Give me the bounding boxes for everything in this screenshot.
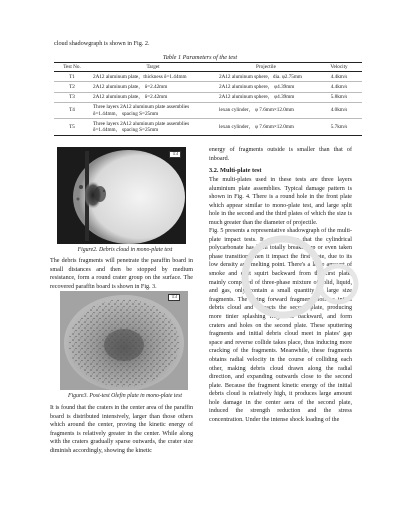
header-projectile: Projectile bbox=[216, 63, 316, 72]
figure2-caption: Figure2. Debris cloud in mono-plate test bbox=[77, 247, 173, 253]
table-caption: Table 1 Parameters of the test bbox=[162, 54, 238, 61]
right-paragraph-0: energy of fragments outside is smaller than that of inboard. bbox=[209, 147, 352, 162]
table-row bbox=[54, 82, 362, 92]
plate-photo-image bbox=[60, 291, 188, 390]
cell-test-no: T1 bbox=[54, 72, 90, 82]
cell-projectile: 2A12 aluminum sphere， φ4.39mm bbox=[216, 82, 316, 92]
cell-velocity: 4.4km/s bbox=[316, 82, 362, 92]
figure2-label: T3 bbox=[169, 151, 181, 158]
table-row bbox=[54, 119, 362, 135]
debris-cloud-shadowgraph bbox=[57, 147, 186, 244]
post-test-olefin-plate-photo bbox=[60, 291, 188, 390]
left-paragraph-1: The debris fragments will penetrate the paraffin board in small distances and then be stopped by medium resistance, form a round crater group on the surface. The recovered paraffin board is shown in Fig. 3. bbox=[50, 258, 193, 290]
cell-velocity: 5.7km/s bbox=[316, 119, 362, 135]
table-row bbox=[54, 72, 362, 82]
header-target: Target bbox=[90, 63, 216, 72]
section-heading: 3.2. Multi-plate test bbox=[209, 167, 262, 174]
cell-velocity: 4.4km/s bbox=[316, 72, 362, 82]
left-paragraph-2: It is found that the craters in the center area of the paraffin board is distributed intensively, larger than those others which around the center, proving the kinetic energy of fragments is relatively greater in the center. While along with the craters gradually sparse outwards, the crater size diminish accordingly, showing the kinetic bbox=[50, 405, 193, 454]
table-row bbox=[54, 102, 362, 118]
cell-velocity: 5.8km/s bbox=[316, 92, 362, 102]
cell-target: 2A12 aluminum plate， δ=2.42mm bbox=[90, 92, 216, 102]
shadowgraph-image bbox=[57, 147, 186, 244]
lead-text: cloud shadowgraph is shown in Fig. 2. bbox=[54, 40, 150, 47]
table-row bbox=[54, 92, 362, 102]
right-paragraph-2: Fig. 5 presents a representative shadowgraph of the multi-plate impact tests. It can be seen that the cylindrical polycarbonate has been totally breaked up or even taken phase transition when it impact the first plate, due to its low density and melting point. There's a large amount of smoke and dust squirt backward from the first plate, mainly composed of three-phase mixture of solid, liquid, and gas, only contain a small quantity of large size fragments. The flying forward fragments form a initial debris cloud and impacts the second plate, producing more tinier splashing fragments backward, and form craters and holes on the second plate. These sputtering fragments and initial debris cloud meet in plates' gap space and reverse collide takes place, thus inducing more cracking of the fragments. Meanwhile, these fragments obtains radial velocity in the course of colliding each other, making debris cloud drawn along the radial direction, and expanding outwards close to the second plate. Because the fragment kinetic energy of the initial debris cloud is relatively high, it produces large amount hole damage in the center aera of the second plate, induced the strength reduction and the stress concentration. Under the intense shock loading of the bbox=[209, 228, 352, 424]
cell-projectile: 2A12 aluminum sphere，dia. φ2.75mm bbox=[216, 72, 316, 82]
cell-target: Three layers 2A12 aluminum plate assemblies δ=1.44mm， spacing S=25mm bbox=[90, 119, 216, 135]
cell-target: 2A12 aluminum plate，thickness δ=1.44mm bbox=[90, 72, 216, 82]
cell-test-no: T3 bbox=[54, 92, 90, 102]
cell-velocity: 4.0km/s bbox=[316, 102, 362, 118]
figure3-label: T3 bbox=[168, 294, 180, 301]
cell-test-no: T4 bbox=[54, 102, 90, 118]
cell-test-no: T5 bbox=[54, 119, 90, 135]
parameters-table bbox=[54, 62, 362, 136]
cell-projectile: lexan cylinder， φ 7.6mm×12.0mm bbox=[216, 119, 316, 135]
cell-projectile: lexan cylinder， φ 7.6mm×12.0mm bbox=[216, 102, 316, 118]
right-paragraph-1: The multi-plates used in these tests are three layers aluminium plate assemblies. Typical damage pattern is shown in Fig. 4. There is a round hole in the front plate which appear similar to mono-plate test, and large split hole in the second and the third plates of which the size is much greater than the diameter of projectile. bbox=[209, 177, 352, 226]
header-velocity: Velocity bbox=[316, 63, 362, 72]
cell-target: Three layers 2A12 aluminum plate assemblies δ=1.44mm， spacing S=25mm bbox=[90, 102, 216, 118]
cell-target: 2A12 aluminum plate， δ=2.42mm bbox=[90, 82, 216, 92]
cell-test-no: T2 bbox=[54, 82, 90, 92]
figure3-caption: Figure3. Post-test Olefin plate in mono-plate test bbox=[68, 393, 182, 399]
table-header-row bbox=[54, 63, 362, 72]
cell-projectile: 2A12 aluminum sphere， φ4.39mm bbox=[216, 92, 316, 102]
header-test-no: Test No. bbox=[54, 63, 90, 72]
